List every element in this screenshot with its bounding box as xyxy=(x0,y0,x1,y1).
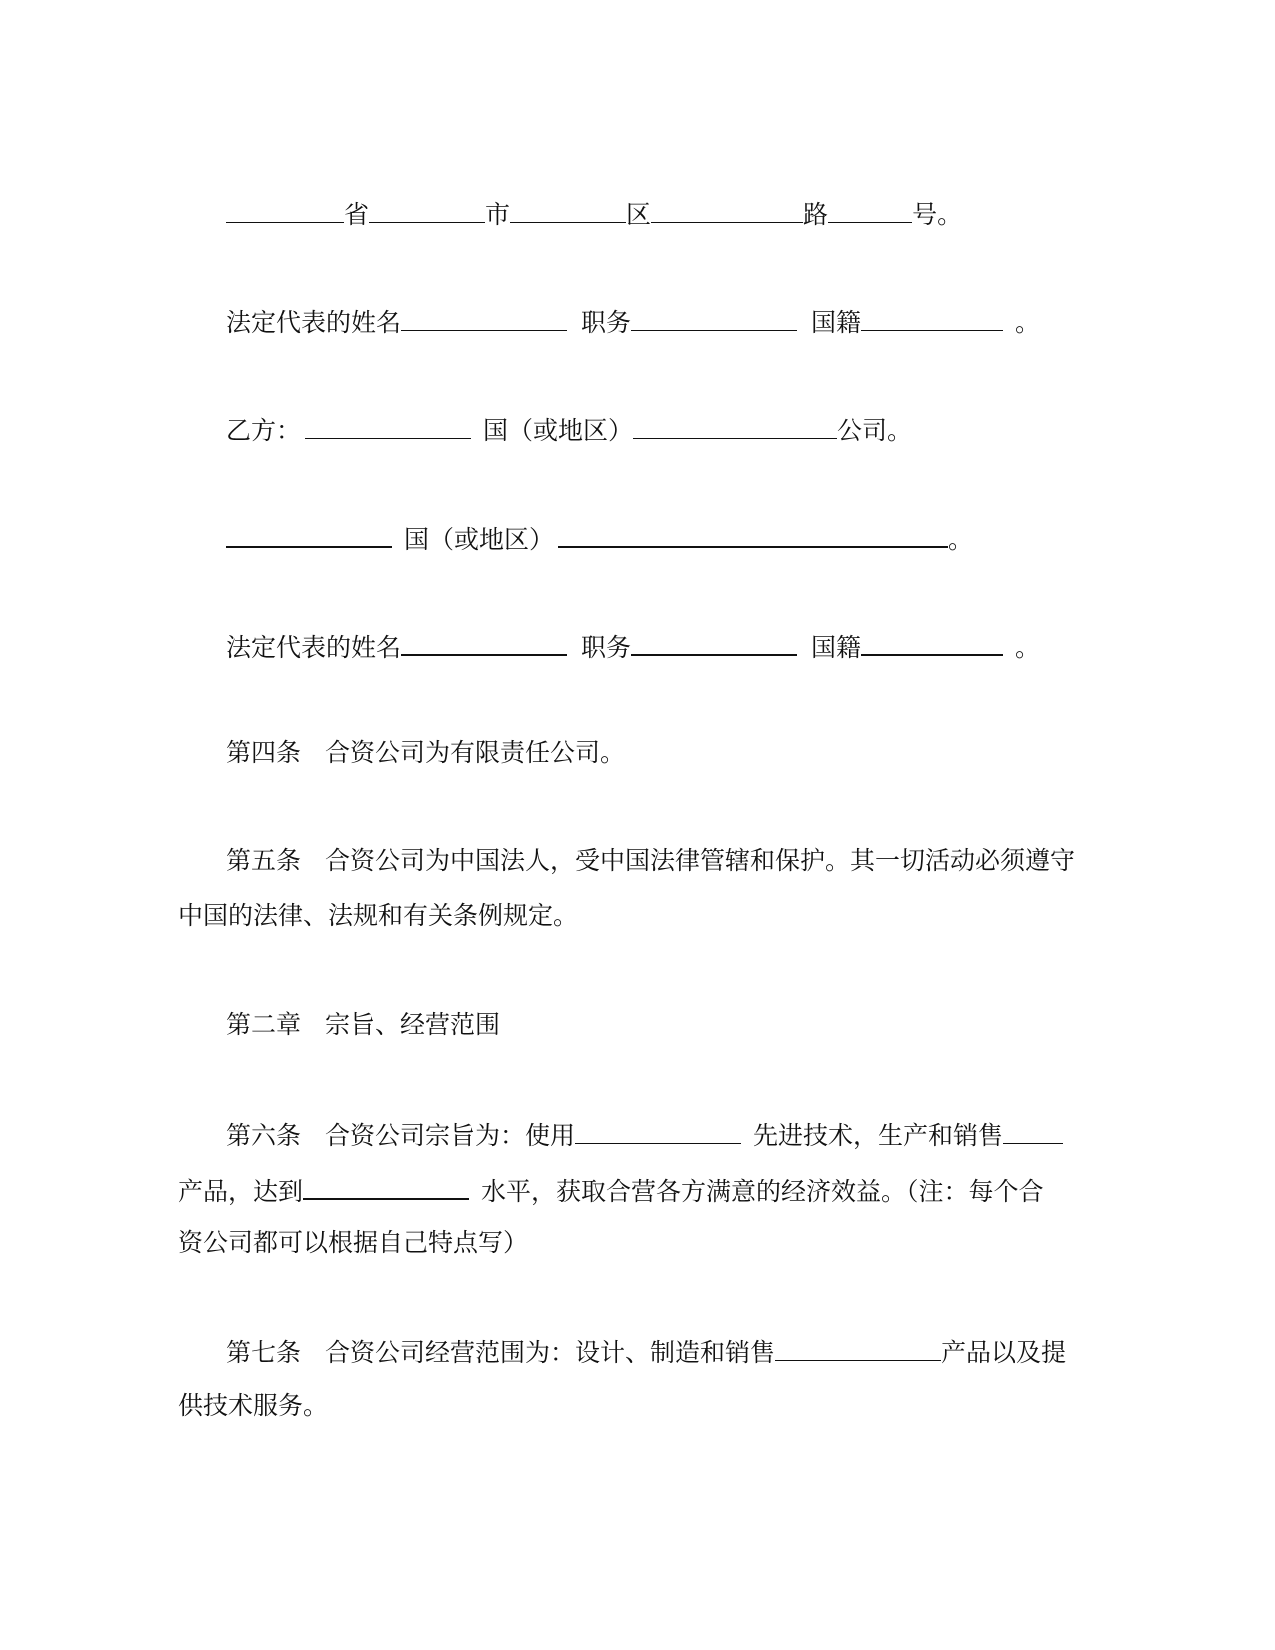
province-blank xyxy=(226,196,344,223)
rep-end: 。 xyxy=(1015,633,1041,662)
party-b-address-end: 。 xyxy=(948,525,974,554)
article-6-line-3 xyxy=(178,1226,528,1260)
party-b-label: 乙方： xyxy=(226,416,302,445)
number-label: 号。 xyxy=(912,200,963,229)
number-blank xyxy=(828,196,912,223)
party-b-rep-line xyxy=(226,628,1040,665)
article-7-text-1a: 合资公司经营范围为：设计、制造和销售 xyxy=(325,1338,776,1367)
article-6-line-2 xyxy=(178,1172,1044,1209)
rep-name-label: 法定代表的姓名 xyxy=(226,308,402,337)
party-b-country-blank xyxy=(633,412,837,439)
article-5-line-1 xyxy=(226,844,1075,878)
article-7-text-1b: 产品以及提 xyxy=(941,1338,1067,1367)
article-6-text-1b: 先进技术，生产和销售 xyxy=(753,1121,1004,1150)
party-b-address-blank-2 xyxy=(558,520,948,548)
rep-title-label: 职务 xyxy=(581,308,632,337)
party-b-address-blank-1 xyxy=(226,520,392,548)
party-b-country-label: 国（或地区） xyxy=(483,416,634,445)
rep-end: 。 xyxy=(1015,308,1041,337)
article-5-text-2: 中国的法律、法规和有关条例规定。 xyxy=(178,901,579,930)
article-5-text-1: 合资公司为中国法人，受中国法律管辖和保护。其一切活动必须遵守 xyxy=(325,846,1076,875)
article-6-text-2a: 产品，达到 xyxy=(178,1177,304,1206)
rep-name-label: 法定代表的姓名 xyxy=(226,633,402,662)
rep-title-label: 职务 xyxy=(581,633,632,662)
article-7-line-2 xyxy=(178,1389,328,1423)
scope-product-blank xyxy=(775,1334,941,1361)
rep-name-blank xyxy=(401,628,567,656)
district-blank xyxy=(510,196,626,223)
level-blank xyxy=(303,1172,469,1200)
rep-nationality-blank xyxy=(861,304,1003,331)
article-4-text: 合资公司为有限责任公司。 xyxy=(325,738,626,767)
article-7-text-2: 供技术服务。 xyxy=(178,1391,329,1420)
chapter-2-title: 宗旨、经营范围 xyxy=(325,1010,501,1039)
district-label: 区 xyxy=(626,200,652,229)
party-b-company-label: 公司。 xyxy=(837,416,913,445)
product-blank xyxy=(1003,1117,1063,1144)
rep-title-blank xyxy=(631,304,797,331)
city-blank xyxy=(369,196,485,223)
article-6-text-3: 资公司都可以根据自己特点写） xyxy=(178,1228,529,1257)
article-7-line-1 xyxy=(226,1334,1066,1370)
road-blank xyxy=(651,196,803,223)
province-label: 省 xyxy=(344,200,370,229)
chapter-2-label: 第二章 xyxy=(226,1010,302,1039)
rep-title-blank xyxy=(631,628,797,656)
rep-name-blank xyxy=(401,304,567,331)
party-b-address-country-label: 国（或地区） xyxy=(404,525,555,554)
rep-nationality-blank xyxy=(861,628,1003,656)
article-4 xyxy=(226,736,625,770)
party-b-address-line xyxy=(226,520,973,557)
article-6-label: 第六条 xyxy=(226,1121,302,1150)
party-b-line xyxy=(226,412,912,448)
rep-nationality-label: 国籍 xyxy=(811,308,862,337)
party-a-rep-line xyxy=(226,304,1040,340)
article-5-line-2 xyxy=(178,899,578,933)
technology-blank xyxy=(575,1117,741,1144)
article-4-label: 第四条 xyxy=(226,738,302,767)
chapter-2-heading xyxy=(226,1008,500,1042)
road-label: 路 xyxy=(803,200,829,229)
city-label: 市 xyxy=(485,200,511,229)
article-6-text-2b: 水平，获取合营各方满意的经济效益。（注：每个合 xyxy=(481,1177,1044,1206)
article-7-label: 第七条 xyxy=(226,1338,302,1367)
article-6-text-1a: 合资公司宗旨为：使用 xyxy=(325,1121,576,1150)
party-b-name-blank xyxy=(305,412,471,439)
article-6-line-1 xyxy=(226,1117,1063,1153)
address-line xyxy=(226,196,962,232)
rep-nationality-label: 国籍 xyxy=(811,633,862,662)
article-5-label: 第五条 xyxy=(226,846,302,875)
